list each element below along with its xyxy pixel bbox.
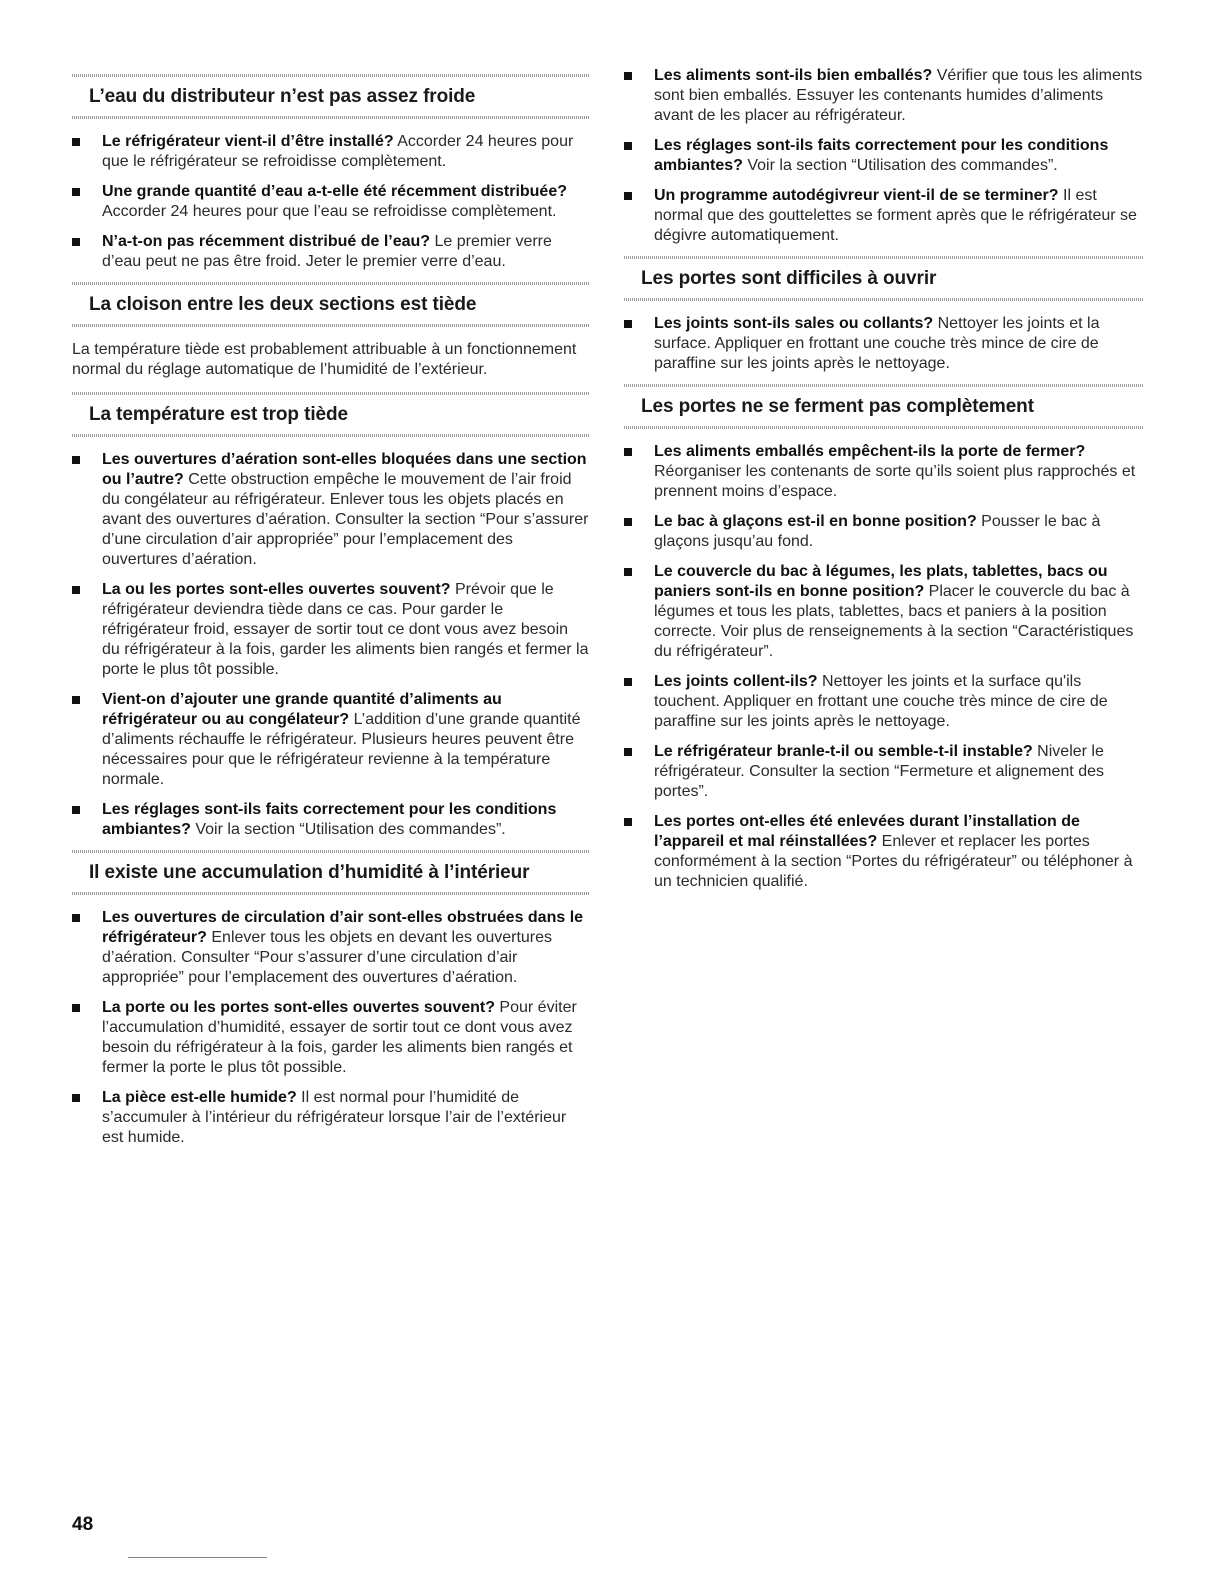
list-item — [72, 998, 590, 1078]
section-title: La cloison entre les deux sections est tiède — [89, 294, 477, 315]
left-column — [72, 74, 590, 1158]
section-title: Les portes ne se ferment pas complètement — [641, 396, 1034, 417]
list-item — [624, 314, 1144, 374]
square-bullet-icon — [72, 238, 80, 246]
section-la-temperature-est-trop-tiede — [72, 392, 590, 840]
footer-rule — [128, 1557, 267, 1558]
section-header — [624, 384, 1144, 429]
item-question: La pièce est-elle humide? — [102, 1089, 297, 1106]
square-bullet-icon — [72, 138, 80, 146]
list-item — [72, 1088, 590, 1148]
square-bullet-icon — [72, 806, 80, 814]
item-answer: Placer le couvercle du bac à légumes et tous les plats, tablettes, bacs et paniers à la position correcte. Voir plus de renseignements à la section “Caractéristiques du réfrigérateur”. — [654, 583, 1134, 660]
item-answer: Voir la section “Utilisation des commandes”. — [742, 157, 1058, 174]
square-bullet-icon — [624, 818, 632, 826]
section-continued — [624, 66, 1144, 246]
item-answer: Cette obstruction empêche le mouvement de l’air froid du congélateur au réfrigérateur. Enlever tous les objets placés en avant des ouvertures d’aération. Consulter la section “Pour s’assurer d’une circulation d’air appropriée” pour l’emplacement des ouvertures d’aération. — [102, 471, 589, 568]
item-answer: Il est normal pour l’humidité de s’accumuler à l’intérieur du réfrigérateur lorsque l’air de l’extérieur est humide. — [102, 1089, 567, 1146]
list-item — [624, 512, 1144, 552]
item-answer: Accorder 24 heures pour que l’eau se refroidisse complètement. — [102, 203, 557, 220]
item-answer: Il est normal que des gouttelettes se forment après que le réfrigérateur se dégivre automatiquement. — [654, 187, 1137, 244]
right-column — [624, 66, 1144, 902]
page-number: 48 — [72, 1514, 94, 1535]
square-bullet-icon — [72, 696, 80, 704]
square-bullet-icon — [624, 748, 632, 756]
list-item — [624, 672, 1144, 732]
item-question: Les réglages sont-ils faits correctement pour les conditions ambiantes? — [102, 801, 557, 838]
square-bullet-icon — [72, 914, 80, 922]
section-il-existe-une-accumulation-d-humidite-a- — [72, 850, 590, 1148]
item-question: Les ouvertures de circulation d’air sont-elles obstruées dans le réfrigérateur? — [102, 909, 584, 946]
item-question: Vient-on d’ajouter une grande quantité d’aliments au réfrigérateur ou au congélateur? — [102, 691, 502, 728]
square-bullet-icon — [72, 586, 80, 594]
item-question: Les aliments sont-ils bien emballés? — [654, 67, 933, 84]
square-bullet-icon — [72, 1004, 80, 1012]
item-answer: Pousser le bac à glaçons jusqu’au fond. — [654, 513, 1101, 550]
section-les-portes-ne-se-ferment-pas-completemen — [624, 384, 1144, 892]
item-question: Les ouvertures d’aération sont-elles bloquées dans une section ou l’autre? — [102, 451, 587, 488]
item-answer: Niveler le réfrigérateur. Consulter la section “Fermeture et alignement des portes”. — [654, 743, 1104, 800]
item-question: La ou les portes sont-elles ouvertes souvent? — [102, 581, 451, 598]
list-item — [624, 442, 1144, 502]
list-item — [624, 186, 1144, 246]
list-item — [624, 812, 1144, 892]
section-les-portes-sont-difficiles-a-ouvrir — [624, 256, 1144, 374]
section-paragraph: La température tiède est probablement attribuable à un fonctionnement normal du réglage automatique de l’humidité de l’extérieur. — [72, 341, 577, 378]
list-item — [72, 800, 590, 840]
section-title: Il existe une accumulation d’humidité à l’intérieur — [89, 862, 530, 883]
item-answer: Nettoyer les joints et la surface. Appliquer en frottant une couche très mince de cire de paraffine sur les joints après le nettoyage. — [654, 315, 1100, 372]
item-answer: Prévoir que le réfrigérateur deviendra tiède dans ce cas. Pour garder le réfrigérateur froid, essayer de sortir tout ce dont vous avez besoin du réfrigérateur à la fois, garder les aliments bien rangés et fermer la porte le plus tôt possible. — [102, 581, 589, 678]
list-item — [624, 742, 1144, 802]
list-item — [72, 580, 590, 680]
item-question: Les aliments emballés empêchent-ils la porte de fermer? — [654, 443, 1086, 460]
item-answer: Réorganiser les contenants de sorte qu’ils soient plus rapprochés et prennent moins d’espace. — [654, 463, 1136, 500]
item-answer: Nettoyer les joints et la surface qu'ils touchent. Appliquer en frottant une couche très mince de cire de paraffine sur les joints après le nettoyage. — [654, 673, 1108, 730]
list-item — [72, 908, 590, 988]
section-header — [72, 850, 590, 895]
list-item — [72, 450, 590, 570]
list-item — [624, 66, 1144, 126]
item-question: Le réfrigérateur vient-il d’être installé? — [102, 133, 394, 150]
item-question: Une grande quantité d’eau a-t-elle été récemment distribuée? — [102, 183, 567, 200]
square-bullet-icon — [72, 1094, 80, 1102]
item-question: Les joints collent-ils? — [654, 673, 818, 690]
item-answer: Accorder 24 heures pour que le réfrigérateur se refroidisse complètement. — [102, 133, 574, 170]
item-question: Le couvercle du bac à légumes, les plats, tablettes, bacs ou paniers sont-ils en bonne position? — [654, 563, 1108, 600]
section-header — [72, 74, 590, 119]
square-bullet-icon — [624, 448, 632, 456]
square-bullet-icon — [624, 678, 632, 686]
item-answer: Pour éviter l’accumulation d’humidité, essayer de sortir tout ce dont vous avez besoin du réfrigérateur à la fois, garder les aliments bien rangés et fermer la porte le plus tôt possible. — [102, 999, 577, 1076]
list-item — [624, 136, 1144, 176]
item-question: Les portes ont-elles été enlevées durant l’installation de l’appareil et mal réinstallées? — [654, 813, 1080, 850]
item-answer: Enlever et replacer les portes conformément à la section “Portes du réfrigérateur” ou téléphoner à un technicien qualifié. — [654, 833, 1133, 890]
section-title: Les portes sont difficiles à ouvrir — [641, 268, 937, 289]
item-answer: Voir la section “Utilisation des commandes”. — [190, 821, 506, 838]
item-question: Le réfrigérateur branle-t-il ou semble-t-il instable? — [654, 743, 1033, 760]
list-item — [72, 182, 590, 222]
section-title: La température est trop tiède — [89, 404, 348, 425]
section-la-cloison-entre-les-deux-sections-est-t — [72, 282, 590, 380]
item-question: Les réglages sont-ils faits correctement pour les conditions ambiantes? — [654, 137, 1109, 174]
item-question: N’a-t-on pas récemment distribué de l’eau? — [102, 233, 431, 250]
item-answer: Vérifier que tous les aliments sont bien emballés. Essuyer les contenants humides d’aliments avant de les placer au réfrigérateur. — [654, 67, 1143, 124]
section-l-eau-du-distributeur-n-est-pas-assez-fr — [72, 74, 590, 272]
section-header — [72, 392, 590, 437]
square-bullet-icon — [624, 518, 632, 526]
item-question: Les joints sont-ils sales ou collants? — [654, 315, 934, 332]
list-item — [72, 232, 590, 272]
list-item — [624, 562, 1144, 662]
square-bullet-icon — [624, 192, 632, 200]
item-question: Un programme autodégivreur vient-il de se terminer? — [654, 187, 1059, 204]
square-bullet-icon — [624, 320, 632, 328]
square-bullet-icon — [624, 142, 632, 150]
section-header — [72, 282, 590, 327]
square-bullet-icon — [624, 568, 632, 576]
item-answer: Le premier verre d’eau peut ne pas être froid. Jeter le premier verre d’eau. — [102, 233, 552, 270]
item-question: La porte ou les portes sont-elles ouvertes souvent? — [102, 999, 495, 1016]
item-answer: Enlever tous les objets en devant les ouvertures d’aération. Consulter “Pour s’assurer d’une circulation d’air appropriée” pour l’emplacement des ouvertures d’aération. — [102, 929, 553, 986]
list-item — [72, 690, 590, 790]
square-bullet-icon — [72, 188, 80, 196]
list-item — [72, 132, 590, 172]
section-title: L’eau du distributeur n’est pas assez froide — [89, 86, 476, 107]
square-bullet-icon — [72, 456, 80, 464]
item-question: Le bac à glaçons est-il en bonne position? — [654, 513, 977, 530]
square-bullet-icon — [624, 72, 632, 80]
section-header — [624, 256, 1144, 301]
item-answer: L’addition d’une grande quantité d’aliments réchauffe le réfrigérateur. Plusieurs heures peuvent être nécessaires pour que le réfrigérateur revienne à la température normale. — [102, 711, 581, 788]
